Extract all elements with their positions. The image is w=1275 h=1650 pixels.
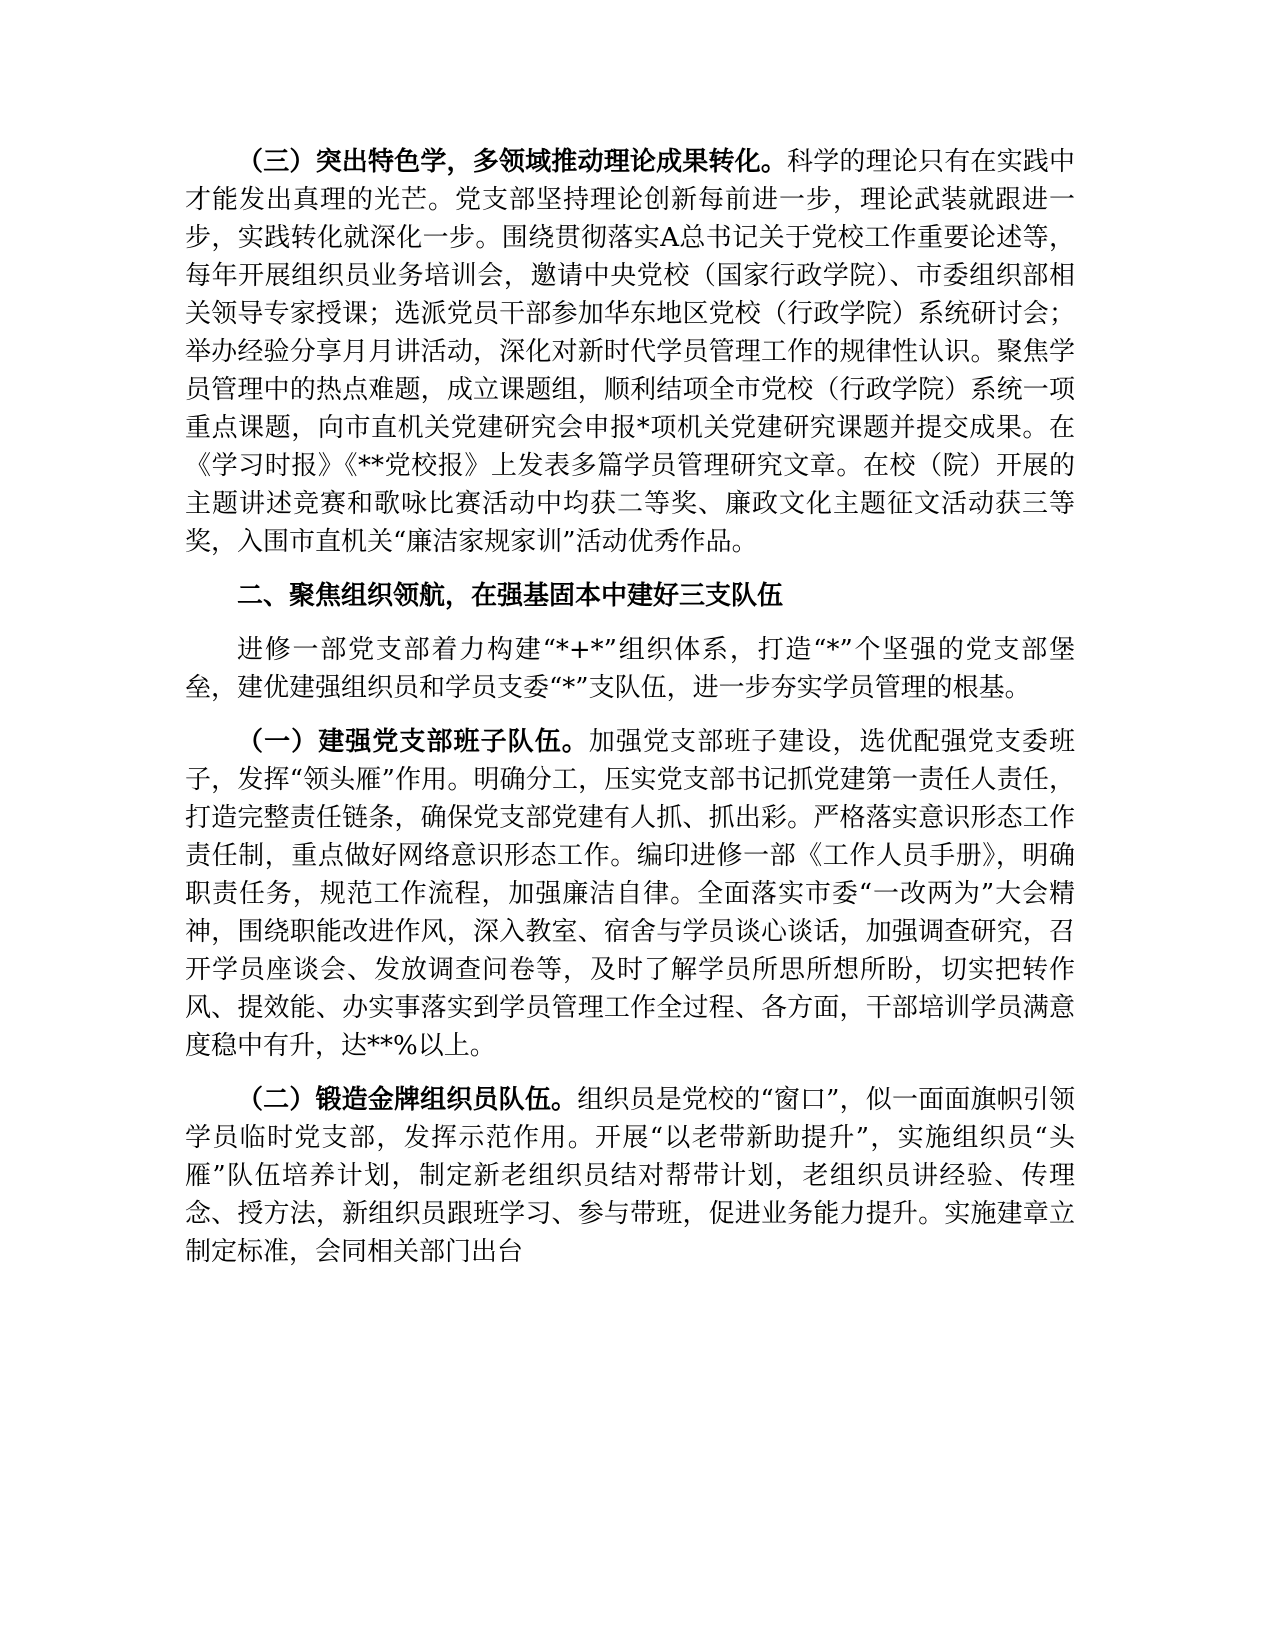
document-body [185, 143, 1075, 1287]
paragraph-subsection-1 [185, 723, 1075, 1065]
subsection-1-lead: （一）建强党支部班子队伍。 [237, 727, 589, 757]
heading-part-2: 二、聚焦组织领航，在强基固本中建好三支队伍 [237, 581, 784, 611]
subsection-1-body: 加强党支部班子建设，选优配强党支委班子，发挥“领头雁”作用。明确分工，压实党支部书记抓党建第一责任人责任，打造完整责任链条，确保党支部党建有人抓、抓出彩。严格落实意识形态工作责任制，重点做好网络意识形态工作。编印进修一部《工作人员手册》，明确职责任务，规范工作流程，加强廉洁自律。全面落实市委“一改两为”大会精神，围绕职能改进作风，深入教室、宿舍与学员谈心谈话，加强调查研究，召开学员座谈会、发放调查问卷等，及时了解学员所思所想所盼，切实把转作风、提效能、办实事落实到学员管理工作全过程、各方面，干部培训学员满意度稳中有升，达**%以上。 [185, 727, 1075, 1061]
paragraph-intro: 进修一部党支部着力构建“*+*”组织体系，打造“*”个坚强的党支部堡垒，建优建强组织员和学员支委“*”支队伍，进一步夯实学员管理的根基。 [185, 635, 1075, 703]
paragraph-section-3 [185, 143, 1075, 561]
section-3-body: 科学的理论只有在实践中才能发出真理的光芒。党支部坚持理论创新每前进一步，理论武装就跟进一步，实践转化就深化一步。围绕贯彻落实A总书记关于党校工作重要论述等，每年开展组织员业务培训会，邀请中央党校（国家行政学院）、市委组织部相关领导专家授课；选派党员干部参加华东地区党校（行政学院）系统研讨会；举办经验分享月月讲活动，深化对新时代学员管理工作的规律性认识。聚焦学员管理中的热点难题，成立课题组，顺利结项全市党校（行政学院）系统一项重点课题，向市直机关党建研究会申报*项机关党建研究课题并提交成果。在《学习时报》《**党校报》上发表多篇学员管理研究文章。在校（院）开展的主题讲述竞赛和歌咏比赛活动中均获二等奖、廉政文化主题征文活动获三等奖，入围市直机关“廉洁家规家训”活动优秀作品。 [185, 147, 1075, 557]
subsection-2-body: 组织员是党校的“窗口”，似一面面旗帜引领学员临时党支部，发挥示范作用。开展“以老带新助提升”，实施组织员“头雁”队伍培养计划，制定新老组织员结对帮带计划，老组织员讲经验、传理念、授方法，新组织员跟班学习、参与带班，促进业务能力提升。实施建章立制定标准，会同相关部门出台 [185, 1085, 1075, 1267]
section-3-lead: （三）突出特色学，多领域推动理论成果转化。 [237, 147, 788, 177]
subsection-2-lead: （二）锻造金牌组织员队伍。 [237, 1085, 578, 1115]
paragraph-subsection-2 [185, 1081, 1075, 1271]
